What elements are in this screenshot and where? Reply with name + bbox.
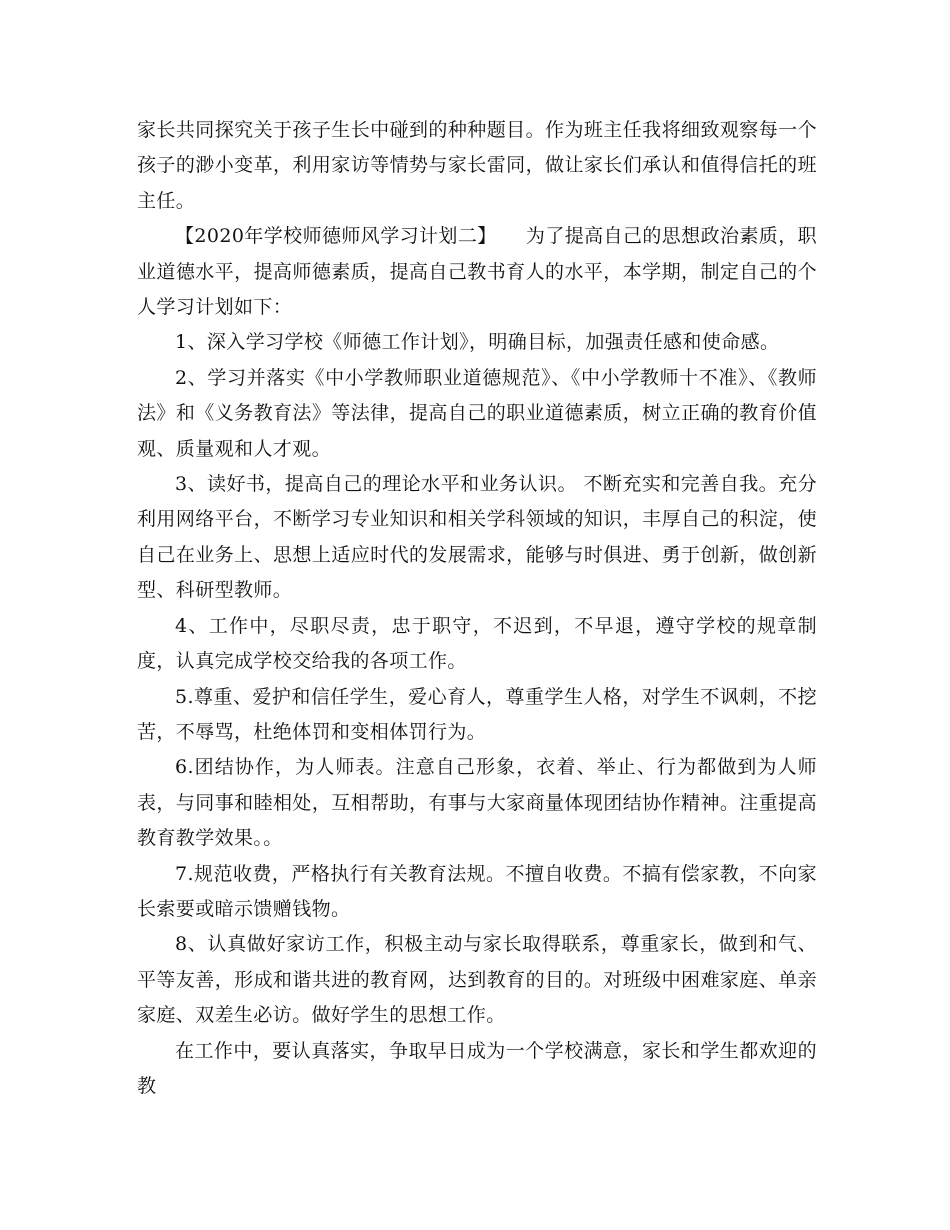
paragraph-plan-heading: 【2020年学校师德师风学习计划二】 为了提高自己的思想政治素质，职业道德水平，提高师德素质，提高自己教书育人的水平，本学期，制定自己的个人学习计划如下： — [137, 225, 817, 319]
paragraph-item-5: 5.尊重、爱护和信任学生，爱心育人，尊重学生人格，对学生不讽刺，不挖苦，不辱骂，杜绝体罚和变相体罚行为。 — [137, 685, 817, 743]
paragraph-item-8: 8、认真做好家访工作，积极主动与家长取得联系，尊重家长，做到和气、平等友善，形成和谐共进的教育网，达到教育的目的。对班级中困难家庭、单亲家庭、双差生必访。做好学生的思想工作。 — [137, 933, 817, 1027]
document-body — [137, 113, 817, 1104]
paragraph-closing: 在工作中，要认真落实，争取早日成为一个学校满意，家长和学生都欢迎的教 — [137, 1039, 817, 1097]
paragraph-item-1: 1、深入学习学校《师德工作计划》，明确目标，加强责任感和使命感。 — [175, 331, 780, 354]
paragraph-continued: 家长共同探究关于孩子生长中碰到的种种题目。作为班主任我将细致观察每一个孩子的渺小变革，利用家访等情势与家长雷同，做让家长们承认和值得信托的班主任。 — [137, 119, 817, 212]
paragraph-item-4: 4、工作中，尽职尽责，忠于职守，不迟到，不早退，遵守学校的规章制度，认真完成学校交给我的各项工作。 — [137, 614, 817, 673]
paragraph-item-6: 6.团结协作，为人师表。注意自己形象，衣着、举止、行为都做到为人师表，与同事和睦相处，互相帮助，有事与大家商量体现团结协作精神。注重提高教育教学效果。。 — [137, 756, 817, 850]
paragraph-item-7: 7.规范收费，严格执行有关教育法规。不擅自收费。不搞有偿家教，不向家长索要或暗示馈赠钱物。 — [137, 862, 817, 920]
paragraph-item-2: 2、学习并落实《中小学教师职业道德规范》、《中小学教师十不准》、《教师法》和《义务教育法》等法律，提高自己的职业道德素质，树立正确的教育价值观、质量观和人才观。 — [137, 366, 817, 460]
paragraph-item-3: 3、读好书，提高自己的理论水平和业务认识。 不断充实和完善自我。充分利用网络平台，不断学习专业知识和相关学科领域的知识，丰厚自己的积淀，使自己在业务上、思想上适应时代的发展需求，能够与时俱进、勇于创新，做创新型、科研型教师。 — [137, 473, 817, 602]
